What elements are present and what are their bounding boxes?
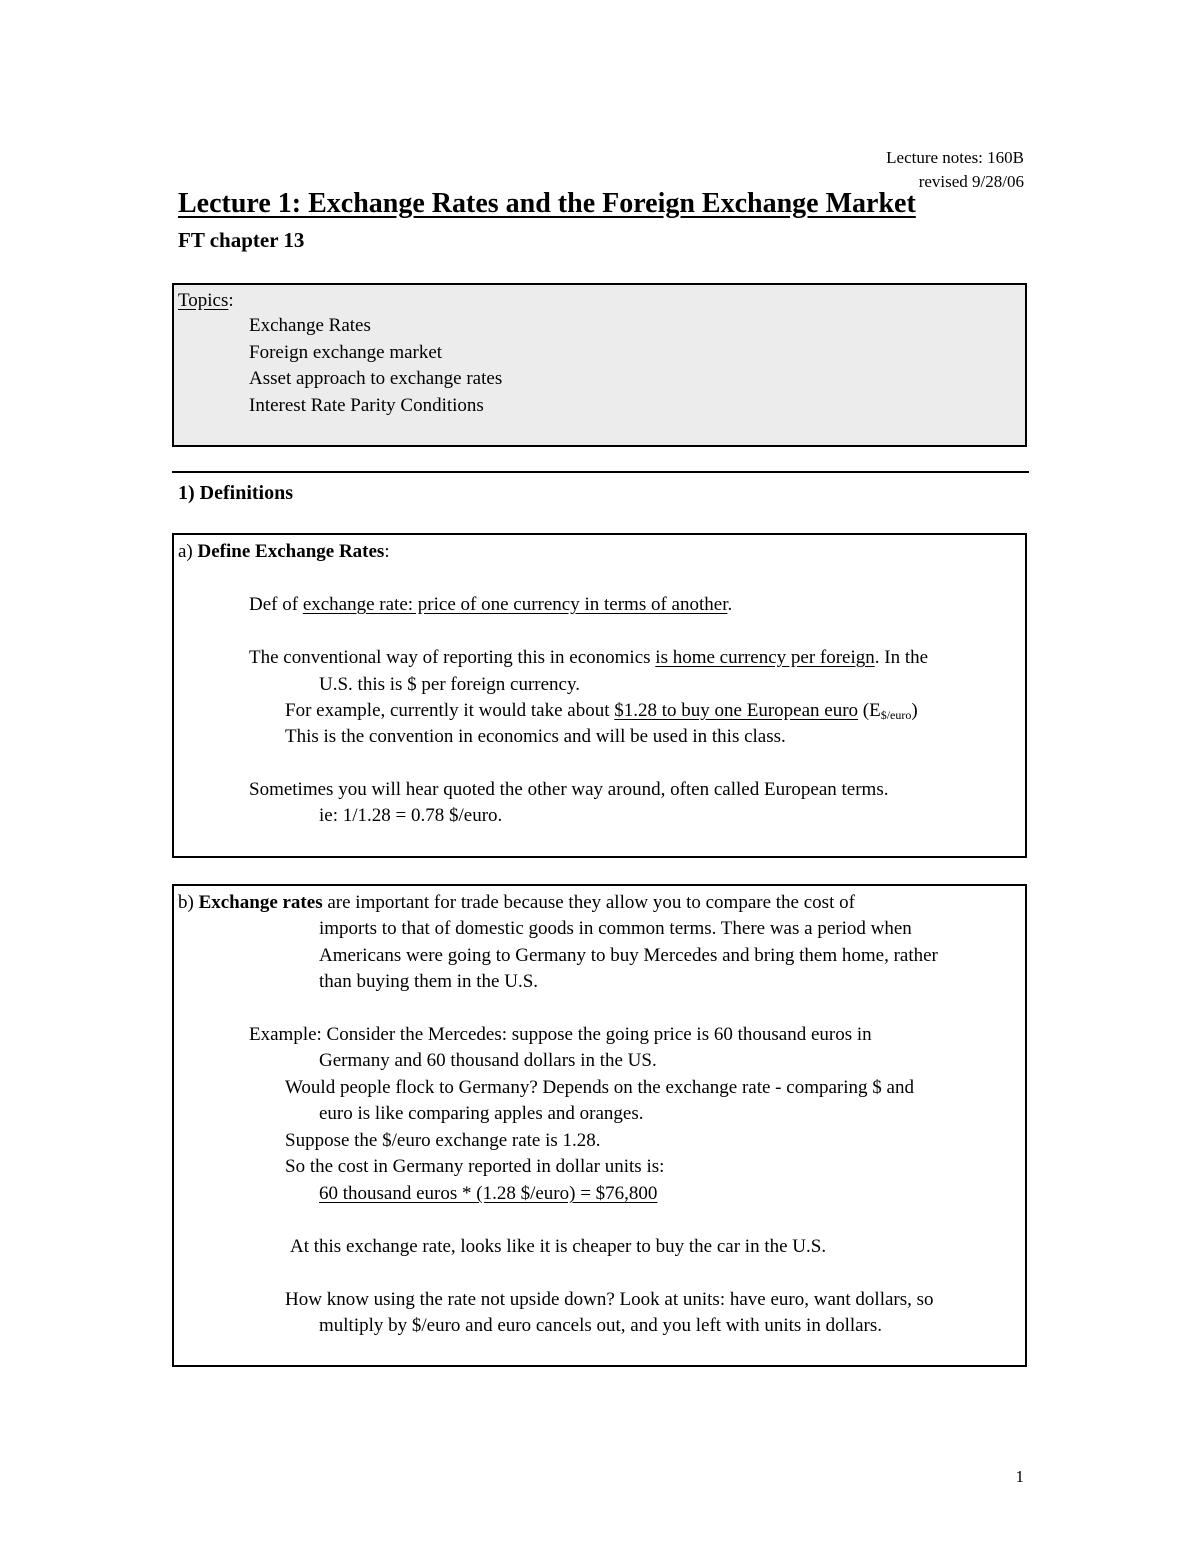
box-b-heading: Exchange rates: [198, 892, 323, 913]
example-line: [285, 698, 918, 724]
cost-line: So the cost in Germany reported in dollar units is:: [285, 1156, 665, 1177]
topic-item: Exchange Rates: [249, 315, 371, 336]
convention-line: [249, 645, 928, 671]
box-b-intro-line: imports to that of domestic goods in common terms. There was a period when: [319, 918, 912, 939]
topics-heading: [178, 288, 234, 314]
example-subscript: $/euro: [880, 708, 912, 722]
revised-date: revised 9/28/06: [918, 172, 1024, 191]
box-b-intro-rest: are important for trade because they allow you to compare the cost of: [322, 892, 855, 913]
course-label: Lecture notes: 160B: [886, 148, 1024, 167]
page-title: Lecture 1: Exchange Rates and the Foreign Exchange Market: [178, 188, 916, 219]
conv-underlined: is home currency per foreign: [655, 647, 875, 668]
units-check: How know using the rate not upside down? Look at units: have euro, want dollars, so: [285, 1289, 934, 1310]
convention-note: This is the convention in economics and will be used in this class.: [285, 726, 786, 747]
def-suffix: .: [727, 594, 733, 615]
european-terms-line: Sometimes you will hear quoted the other way around, often called European terms.: [249, 779, 889, 800]
conv-suffix: . In the: [874, 647, 929, 668]
flock-question-cont: euro is like comparing apples and oranges.: [319, 1103, 644, 1124]
mercedes-example-cont: Germany and 60 thousand dollars in the US.: [319, 1050, 657, 1071]
box-b-prefix: b): [178, 892, 199, 913]
topics-label: Topics: [178, 290, 229, 311]
def-underlined: exchange rate: price of one currency in terms of another: [302, 594, 728, 615]
example-close: ): [911, 700, 918, 721]
suppose-rate: Suppose the $/euro exchange rate is 1.28.: [285, 1130, 601, 1151]
cheaper-conclusion: At this exchange rate, looks like it is cheaper to buy the car in the U.S.: [290, 1236, 827, 1257]
def-prefix: Def of: [249, 594, 303, 615]
mercedes-example: Example: Consider the Mercedes: suppose the going price is 60 thousand euros in: [249, 1024, 872, 1045]
define-exchange-rates-box: [172, 533, 1027, 858]
example-underlined: $1.28 to buy one European euro: [614, 700, 859, 721]
topic-item: Asset approach to exchange rates: [249, 368, 503, 389]
topics-colon: :: [228, 290, 234, 311]
section-divider: [172, 471, 1029, 473]
box-a-prefix: a): [178, 541, 198, 562]
ie-line: ie: 1/1.28 = 0.78 $/euro.: [319, 805, 503, 826]
page-number: 1: [1015, 1467, 1024, 1486]
units-check-cont: multiply by $/euro and euro cancels out, and you left with units in dollars.: [319, 1315, 883, 1336]
example-symbol: (E: [858, 700, 881, 721]
page-subtitle: FT chapter 13: [178, 228, 305, 252]
box-a-heading-colon: :: [384, 541, 390, 562]
box-b-intro-line: Americans were going to Germany to buy Mercedes and bring them home, rather: [319, 945, 938, 966]
section-heading-definitions: 1) Definitions: [178, 482, 293, 504]
flock-question: Would people flock to Germany? Depends on the exchange rate - comparing $ and: [285, 1077, 914, 1098]
topic-item: Foreign exchange market: [249, 342, 443, 363]
box-b-intro: [178, 890, 855, 916]
definition-line: [249, 592, 732, 618]
convention-continued: U.S. this is $ per foreign currency.: [319, 674, 581, 695]
topic-item: Interest Rate Parity Conditions: [249, 395, 484, 416]
box-a-heading: [178, 539, 390, 565]
cost-calculation: 60 thousand euros * (1.28 $/euro) = $76,800: [319, 1183, 658, 1204]
box-a-heading-text: Define Exchange Rates: [197, 541, 385, 562]
box-b-intro-line: than buying them in the U.S.: [319, 971, 539, 992]
conv-prefix: The conventional way of reporting this in economics: [249, 647, 656, 668]
example-prefix: For example, currently it would take about: [285, 700, 615, 721]
